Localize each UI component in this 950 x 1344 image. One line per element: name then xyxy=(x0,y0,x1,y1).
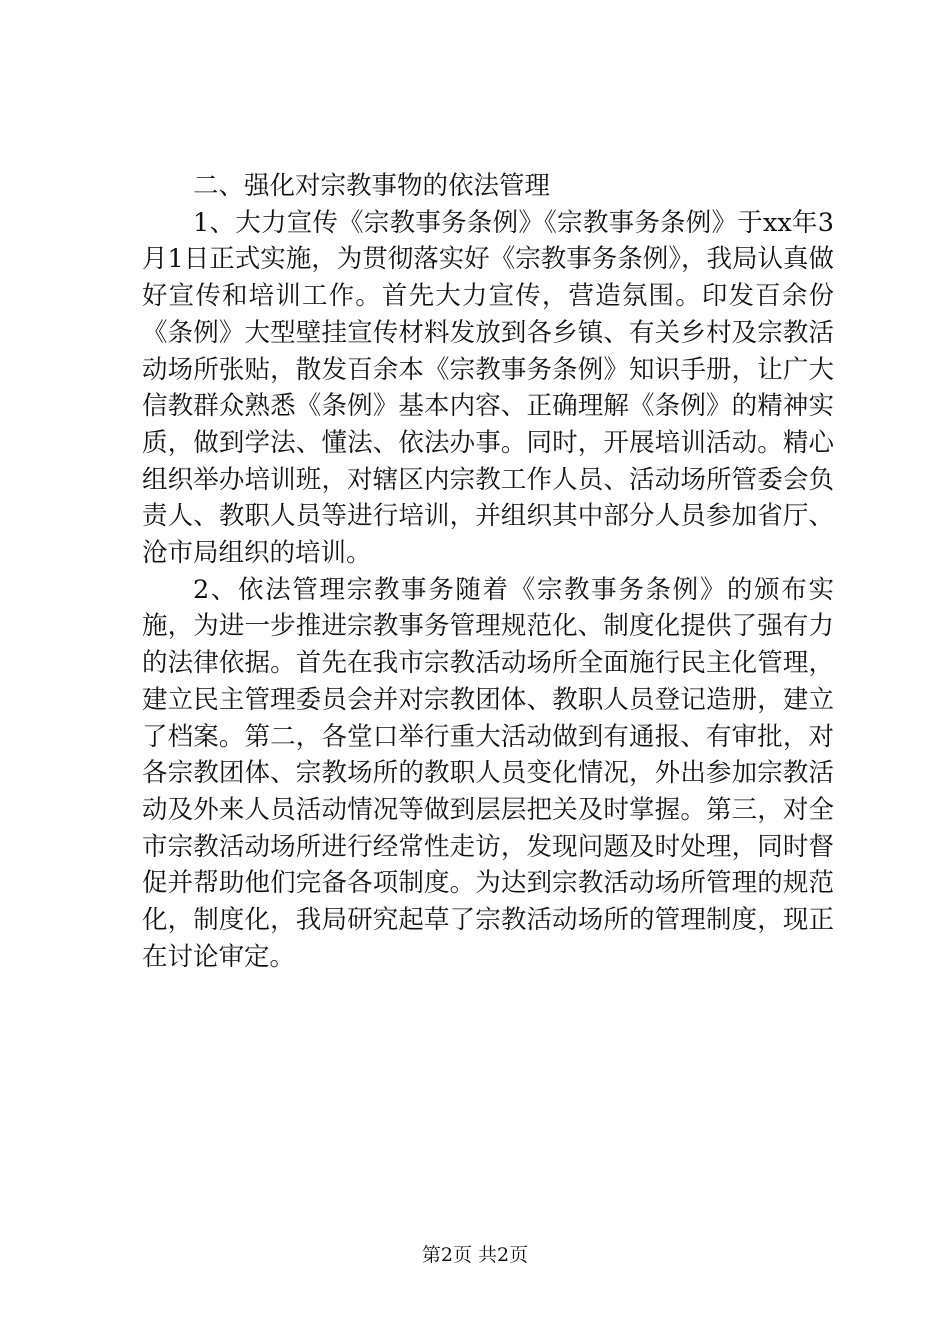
document-body xyxy=(142,168,834,975)
section-heading: 二、强化对宗教事物的依法管理 xyxy=(193,171,551,201)
page-number: 第2页 共2页 xyxy=(421,1244,529,1266)
paragraph-management: 2、依法管理宗教事务随着《宗教事务条例》的颁布实施，为进一步推进宗教事务管理规范化、制度化提供了强有力的法律依据。首先在我市宗教活动场所全面施行民主化管理，建立民主管理委员会并对宗教团体、教职人员登记造册，建立了档案。第二，各堂口举行重大活动做到有通报、有审批，对各宗教团体、宗教场所的教职人员变化情况，外出参加宗教活动及外来人员活动情况等做到层层把关及时掌握。第三，对全市宗教活动场所进行经常性走访，发现问题及时处理，同时督促并帮助他们完备各项制度。为达到宗教活动场所管理的规范化，制度化，我局研究起草了宗教活动场所的管理制度，现正在讨论审定。 xyxy=(142,574,834,972)
page-footer xyxy=(0,1243,950,1267)
paragraph-publicity: 1、大力宣传《宗教事务条例》《宗教事务条例》于xx年3月1日正式实施，为贯彻落实好《宗教事务条例》，我局认真做好宣传和培训工作。首先大力宣传，营造氛围。印发百余份《条例》大型壁挂宣传材料发放到各乡镇、有关乡村及宗教活动场所张贴，散发百余本《宗教事务条例》知识手册，让广大信教群众熟悉《条例》基本内容、正确理解《条例》的精神实质，做到学法、懂法、依法办事。同时，开展培训活动。精心组织举办培训班，对辖区内宗教工作人员、活动场所管委会负责人、教职人员等进行培训，并组织其中部分人员参加省厅、沧市局组织的培训。 xyxy=(142,207,834,569)
